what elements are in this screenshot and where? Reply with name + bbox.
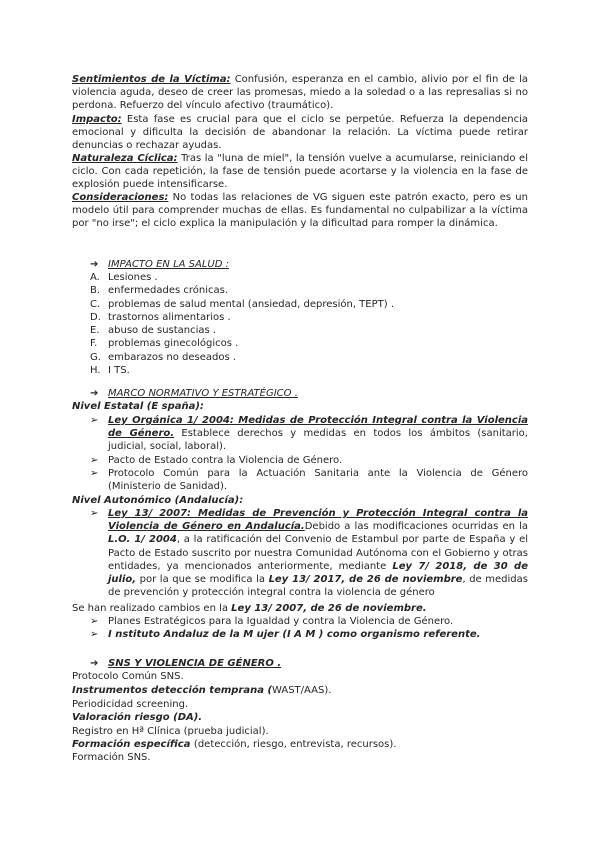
- bullet-arrowhead-icon: ➢: [90, 508, 99, 519]
- list-item: A. Lesiones .: [90, 272, 158, 283]
- bullet-arrowhead-icon: ➢: [90, 616, 99, 627]
- bullet-arrowhead-icon: ➢: [90, 468, 99, 479]
- sns-line-protocolo: Protocolo Común SNS.: [72, 671, 184, 682]
- term-impacto: Impacto:: [72, 114, 122, 125]
- paragraph-sentimientos: Sentimientos de la Víctima: Confusión, esperanza en el cambio, alivio por el fin de la violencia aguda, deseo de creer las promesas, miedo a la soledad o a las represalias si no perdona. Refuerzo del vínculo afectivo (traumático).: [72, 74, 528, 112]
- bullet-arrowhead-icon: ➢: [90, 415, 99, 426]
- bullet-arrowhead-icon: ➢: [90, 629, 99, 640]
- list-item: D. trastornos alimentarios .: [90, 311, 231, 323]
- bullet-protocolo-comun: ➢ Protocolo Común para la Actuación Sanitaria ante la Violencia de Género (Ministerio de Sanidad).: [90, 468, 528, 493]
- law-title: Ley Orgánica 1/ 2004: Medidas de Protección Integral contra la Violencia de Género.: [108, 415, 528, 440]
- subheading-nivel-estatal: Nivel Estatal (E spaña):: [72, 401, 204, 412]
- section-heading-marco-normativo: ➔ MARCO NORMATIVO Y ESTRATÉGICO .: [90, 388, 298, 399]
- list-item: F. problemas ginecológicos .: [90, 338, 239, 350]
- sns-line-formacion-sns: Formación SNS.: [72, 752, 151, 763]
- health-impact-list: [90, 271, 394, 377]
- law-title: Ley 13/ 2007: Medidas de Prevención y Protección Integral contra la Violencia de Género en Andalucía.: [108, 508, 528, 533]
- sns-line-valoracion: Valoración riesgo (DA).: [72, 712, 203, 723]
- bullet-ley-organica: ➢ Ley Orgánica 1/ 2004: Medidas de Protección Integral contra la Violencia de Género. Establece derechos y medidas en todos los ámbitos (sanitario, judicial, social, laboral).: [90, 415, 528, 453]
- sns-line-instrumentos: Instrumentos detección temprana (WAST/AAS).: [72, 685, 332, 696]
- arrow-icon: ➔: [90, 388, 99, 399]
- sns-line-registro: Registro en Hª Clínica (prueba judicial).: [72, 726, 269, 737]
- list-item: E. abuso de sustancias .: [90, 325, 217, 337]
- paragraph-impacto: Impacto: Esta fase es crucial para que el ciclo se perpetúe. Refuerza la dependencia emocional y dificulta la decisión de abandonar la relación. La víctima puede retirar denuncias o rechazar ayudas.: [72, 114, 528, 152]
- term-sentimientos: Sentimientos de la Víctima:: [72, 74, 231, 85]
- section-heading-sns-violencia: ➔ SNS Y VIOLENCIA DE GÉNERO .: [90, 658, 282, 669]
- sns-line-periodicidad: Periodicidad screening.: [72, 699, 189, 710]
- term-consideraciones: Consideraciones:: [72, 192, 169, 203]
- bullet-pacto-estado: ➢ Pacto de Estado contra la Violencia de Género.: [90, 455, 343, 466]
- arrow-icon: ➔: [90, 259, 99, 270]
- list-item: B. enfermedades crónicas.: [90, 285, 228, 297]
- section-heading-impacto-salud: ➔ IMPACTO EN LA SALUD :: [90, 259, 229, 270]
- arrow-icon: ➔: [90, 658, 99, 669]
- bullet-planes-estrategicos: ➢ Planes Estratégicos para la Igualdad y contra la Violencia de Género.: [90, 616, 454, 627]
- bullet-ley-13-2007: ➢ Ley 13/ 2007: Medidas de Prevención y Protección Integral contra la Violencia de Género en Andalucía.Debido a las modificaciones ocurridas en la L.O. 1/ 2004, a la ratificación del Convenio de Estambul por parte de España y el Pacto de Estado suscrito por nuestra Comunidad Autónoma con el Gobierno y otras entidades, ya mencionados anteriormente, mediante Ley 7/ 2018, de 30 de julio, por la que se modifica la Ley 13/ 2017, de 26 de noviembre, de medidas de prevención y protección integral contra la violencia de género: [90, 508, 528, 599]
- paragraph-cambios: Se han realizado cambios en la Ley 13/ 2007, de 26 de noviembre.: [72, 603, 427, 614]
- bullet-arrowhead-icon: ➢: [90, 455, 99, 466]
- paragraph-consideraciones: Consideraciones: No todas las relaciones de VG siguen este patrón exacto, pero es un modelo útil para comprender muchas de ellas. Es fundamental no culpabilizar a la víctima por "no irse"; el ciclo explica la manipulación y la dificultad para romper la dinámica.: [72, 192, 528, 230]
- list-item: G. embarazos no deseados .: [90, 351, 237, 363]
- sns-line-formacion-especifica: Formación específica (detección, riesgo, entrevista, recursos).: [72, 739, 397, 750]
- list-item: H. I TS.: [90, 365, 130, 377]
- list-item: C. problemas de salud mental (ansiedad, depresión, TEPT) .: [90, 298, 394, 310]
- paragraph-naturaleza: Naturaleza Cíclica: Tras la "luna de miel", la tensión vuelve a acumularse, reiniciando el ciclo. Con cada repetición, la fase de tensión puede acortarse y la violencia en la fase de explosión puede intensificarse.: [72, 153, 528, 191]
- term-naturaleza: Naturaleza Cíclica:: [72, 153, 178, 164]
- subheading-nivel-autonomico: Nivel Autonómico (Andalucía):: [72, 495, 244, 506]
- bullet-instituto-andaluz: ➢ I nstituto Andaluz de la M ujer (I A M ) como organismo referente.: [90, 629, 481, 640]
